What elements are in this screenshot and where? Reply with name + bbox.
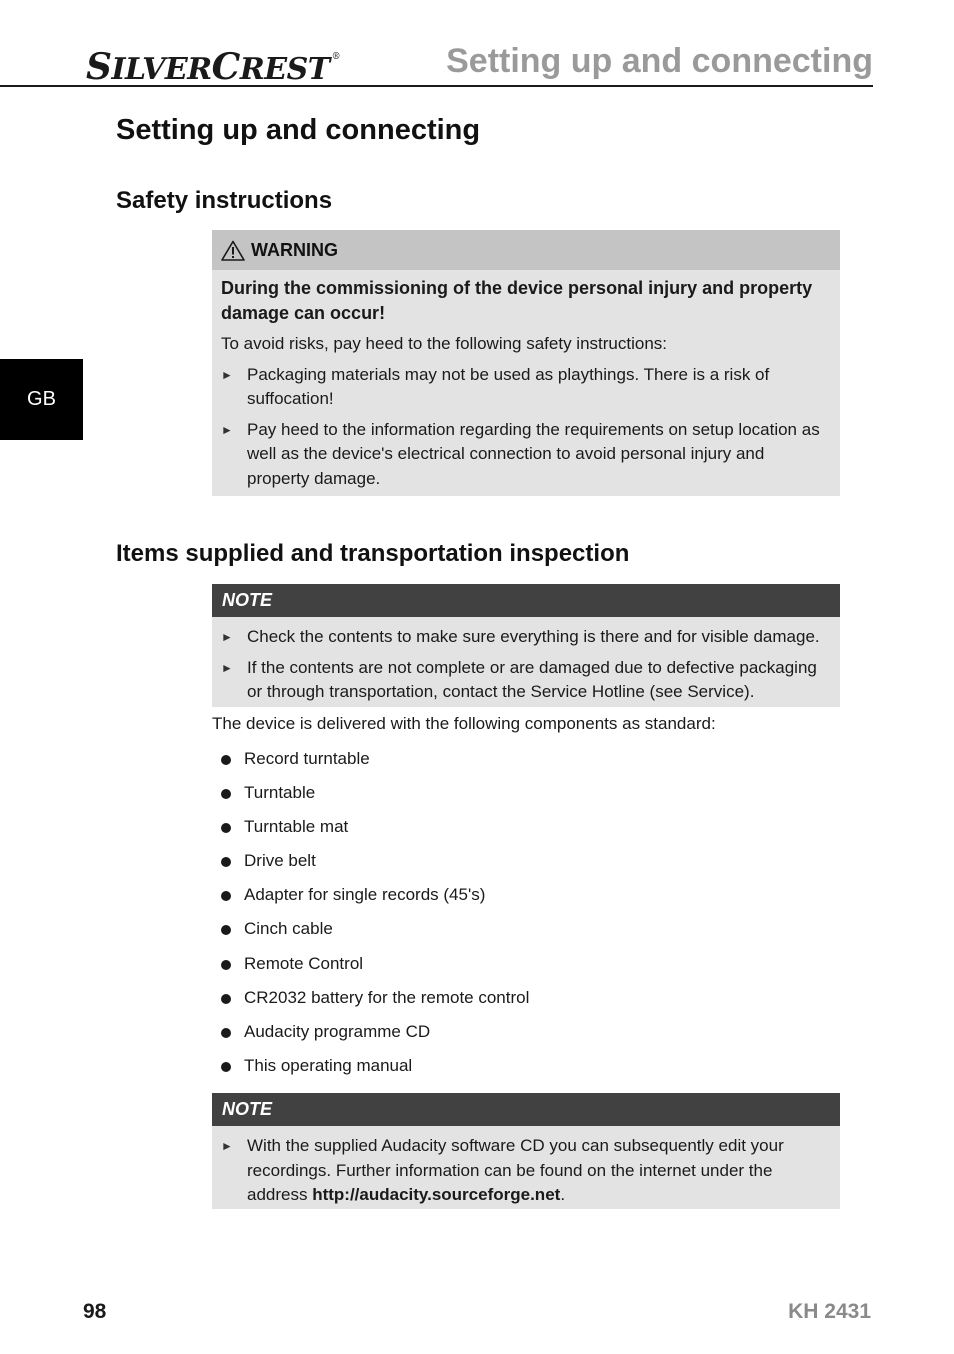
header-title: Setting up and connecting: [446, 42, 873, 80]
list-item: ► With the supplied Audacity software CD you can subsequently edit your recordings. Further information can be found on the internet under the address http://audacity.sourceforge.net.: [221, 1136, 784, 1204]
warning-label: WARNING: [251, 239, 338, 260]
list-item: ► Check the contents to make sure everything is there and for visible damage.: [221, 625, 826, 650]
bullet-dot-icon: [221, 960, 231, 970]
bullet-dot-icon: [221, 755, 231, 765]
model-number: KH 2431: [788, 1300, 871, 1323]
list-item: ► If the contents are not complete or are damaged due to defective packaging or through transportation, contact the Service Hotline (see Service).: [221, 657, 817, 701]
bullet-dot-icon: [221, 857, 231, 867]
arrow-bullet-icon: ►: [221, 630, 233, 644]
arrow-bullet-icon: ►: [221, 422, 233, 437]
warning-box: [212, 230, 840, 496]
list-item: Adapter for single records (45's): [220, 883, 529, 917]
note-body: [212, 1126, 840, 1212]
bullet-dot-icon: [221, 994, 231, 1004]
note-box: [212, 1093, 840, 1209]
list-item: This operating manual: [220, 1054, 529, 1088]
items-heading: Items supplied and transportation inspection: [116, 540, 630, 567]
page-number: 98: [83, 1300, 107, 1323]
warning-body: [212, 270, 840, 495]
bullet-dot-icon: [221, 789, 231, 799]
audacity-link[interactable]: http://audacity.sourceforge.net: [312, 1185, 561, 1204]
note-header: NOTE: [212, 1093, 840, 1126]
components-list: [220, 747, 529, 1088]
list-item: Record turntable: [220, 747, 529, 781]
bullet-dot-icon: [221, 1062, 231, 1072]
list-item: CR2032 battery for the remote control: [220, 986, 529, 1020]
warning-header: [212, 230, 840, 270]
arrow-bullet-icon: ►: [221, 1139, 233, 1153]
arrow-bullet-icon: ►: [221, 660, 233, 675]
warning-triangle-icon: [221, 240, 245, 261]
list-item: Remote Control: [220, 952, 529, 986]
safety-heading: Safety instructions: [116, 187, 333, 214]
note-body: [212, 617, 840, 709]
silvercrest-logo: SILVERCREST ®: [86, 46, 341, 88]
page-title: Setting up and connecting: [116, 114, 481, 146]
language-tab: GB: [0, 359, 83, 440]
components-intro: The device is delivered with the following components as standard:: [212, 714, 716, 733]
arrow-bullet-icon: ►: [221, 367, 233, 382]
warning-lead: During the commissioning of the device personal injury and property damage can occur!: [221, 278, 813, 323]
list-item: Turntable mat: [220, 815, 529, 849]
warning-intro: To avoid risks, pay heed to the following safety instructions:: [221, 334, 668, 353]
note-header: NOTE: [212, 584, 840, 617]
bullet-dot-icon: [221, 823, 231, 833]
page-header: [0, 40, 873, 87]
list-item: Cinch cable: [220, 917, 529, 951]
bullet-dot-icon: [221, 925, 231, 935]
list-item: Audacity programme CD: [220, 1020, 529, 1054]
note-box: [212, 584, 840, 707]
list-item: Drive belt: [220, 849, 529, 883]
bullet-dot-icon: [221, 891, 231, 901]
list-item: ► Pay heed to the information regarding the requirements on setup location as well as the device's electrical connection to avoid personal injury and property damage.: [221, 419, 820, 488]
list-item: Turntable: [220, 781, 529, 815]
bullet-dot-icon: [221, 1028, 231, 1038]
list-item: ► Packaging materials may not be used as playthings. There is a risk of suffocation!: [221, 364, 770, 408]
